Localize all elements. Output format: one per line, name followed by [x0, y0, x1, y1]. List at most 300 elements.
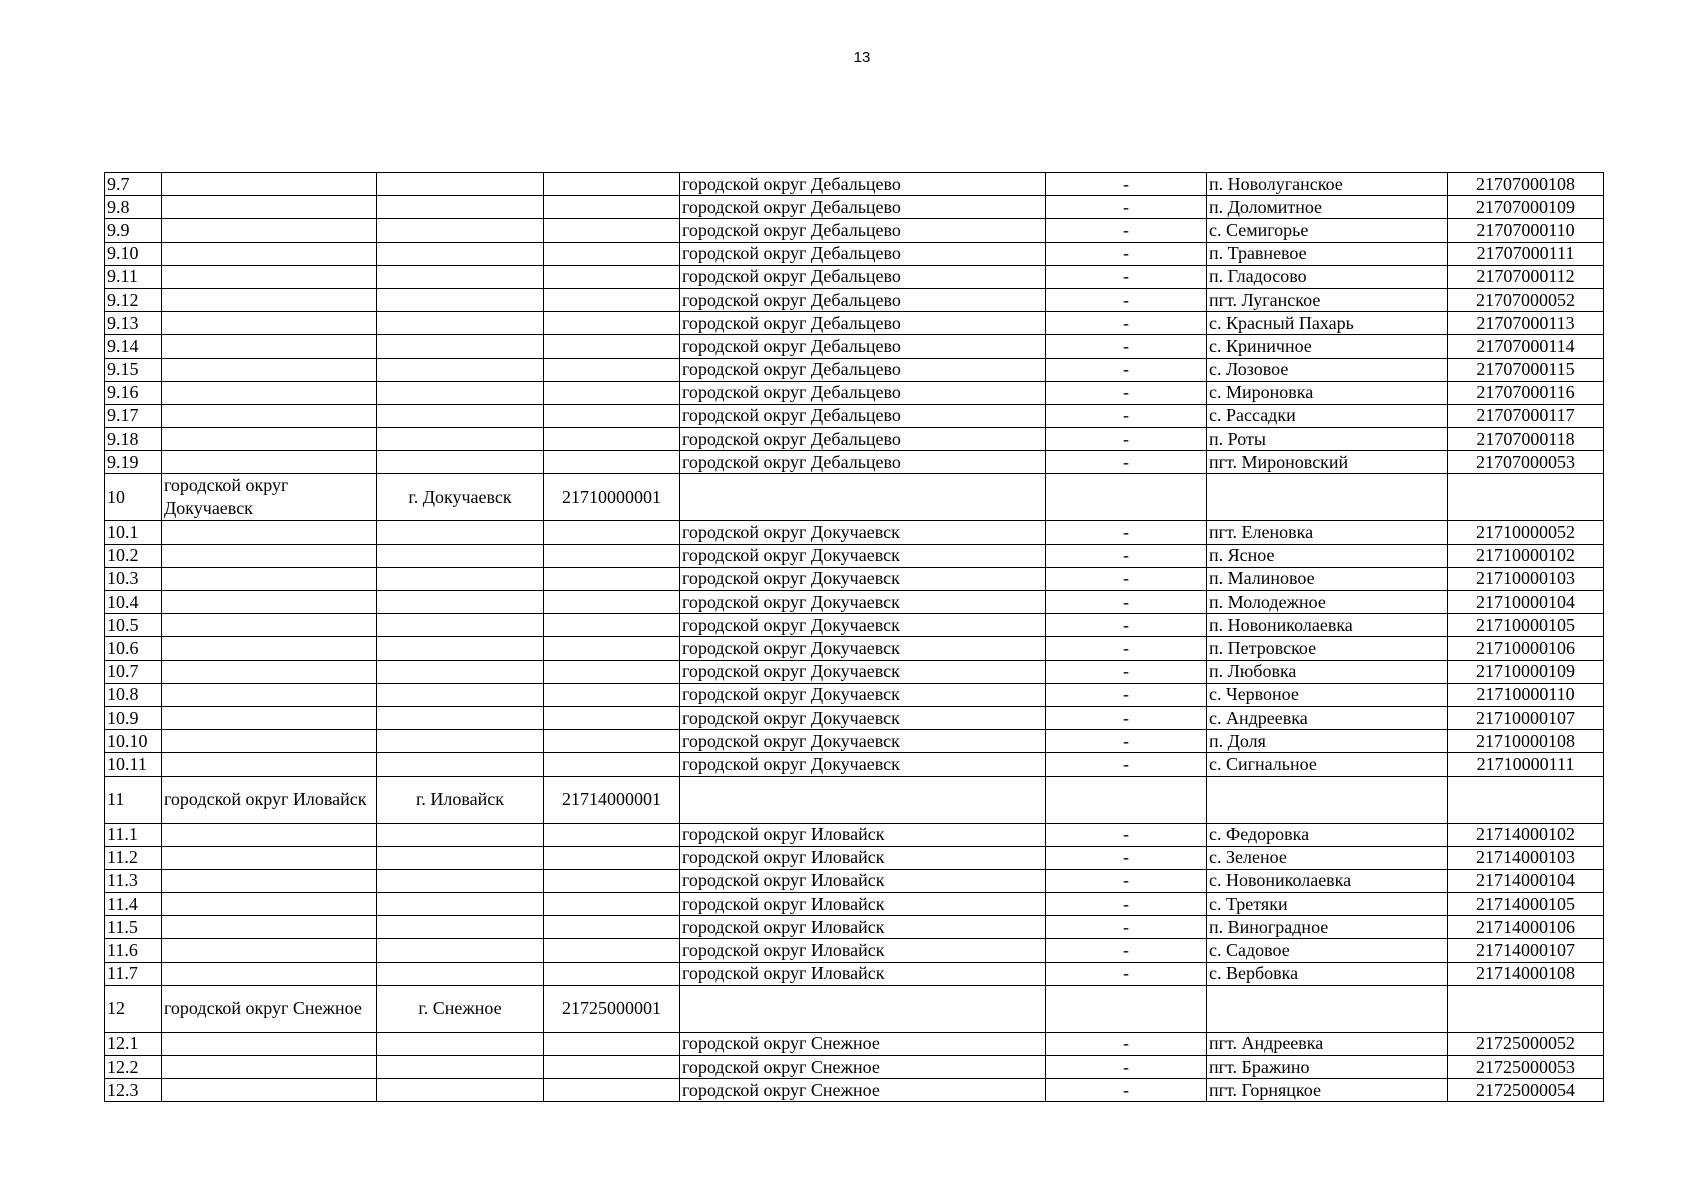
cell-admin-center: [377, 869, 544, 892]
cell-dash: -: [1046, 637, 1207, 660]
cell-admin-center: [377, 1079, 544, 1102]
cell-center-code: [544, 567, 680, 590]
cell-dash: -: [1046, 521, 1207, 544]
cell-district: городской округ Докучаевск: [680, 614, 1046, 637]
cell-center-code: [544, 288, 680, 311]
cell-center-code: [544, 544, 680, 567]
cell-district: городской округ Снежное: [680, 1056, 1046, 1079]
cell-number: 10.9: [105, 706, 162, 729]
cell-admin-center: [377, 219, 544, 242]
cell-number: 9.10: [105, 242, 162, 265]
cell-admin-center: [377, 451, 544, 474]
cell-locality: пгт. Горняцкое: [1207, 1079, 1448, 1102]
cell-number: 10.5: [105, 614, 162, 637]
table-row: [105, 939, 1604, 962]
cell-dash: -: [1046, 451, 1207, 474]
cell-dash: -: [1046, 1032, 1207, 1055]
cell-admin-center: [377, 544, 544, 567]
cell-locality-code: 21710000052: [1448, 521, 1604, 544]
cell-admin-center: [377, 893, 544, 916]
cell-locality: п. Роты: [1207, 428, 1448, 451]
cell-district: городской округ Докучаевск: [680, 706, 1046, 729]
cell-locality-code: [1448, 776, 1604, 823]
cell-municipality-name: [162, 451, 377, 474]
cell-locality-code: 21707000110: [1448, 219, 1604, 242]
cell-locality-code: 21707000109: [1448, 196, 1604, 219]
cell-center-code: 21725000001: [544, 985, 680, 1032]
cell-dash: -: [1046, 428, 1207, 451]
cell-dash: -: [1046, 706, 1207, 729]
cell-district: городской округ Иловайск: [680, 823, 1046, 846]
cell-locality: п. Виноградное: [1207, 916, 1448, 939]
table-row: [105, 404, 1604, 427]
cell-number: 9.17: [105, 404, 162, 427]
cell-municipality-name: [162, 591, 377, 614]
cell-dash: -: [1046, 1056, 1207, 1079]
cell-center-code: [544, 404, 680, 427]
cell-locality-code: 21725000052: [1448, 1032, 1604, 1055]
cell-locality: с. Криничное: [1207, 335, 1448, 358]
cell-municipality-name: [162, 846, 377, 869]
cell-center-code: [544, 358, 680, 381]
cell-district: городской округ Докучаевск: [680, 521, 1046, 544]
table-row: [105, 683, 1604, 706]
cell-number: 10.8: [105, 683, 162, 706]
cell-municipality-name: [162, 753, 377, 776]
cell-locality: пгт. Бражино: [1207, 1056, 1448, 1079]
cell-locality-code: [1448, 474, 1604, 521]
table-row: [105, 335, 1604, 358]
cell-number: 12: [105, 985, 162, 1032]
cell-locality: п. Новониколаевка: [1207, 614, 1448, 637]
table-row: [105, 591, 1604, 614]
cell-locality: с. Лозовое: [1207, 358, 1448, 381]
cell-municipality-name: [162, 358, 377, 381]
table-row: [105, 173, 1604, 196]
cell-center-code: [544, 660, 680, 683]
cell-municipality-name: [162, 1079, 377, 1102]
cell-locality-code: 21707000113: [1448, 312, 1604, 335]
cell-district: городской округ Дебальцево: [680, 242, 1046, 265]
cell-locality-code: 21707000053: [1448, 451, 1604, 474]
cell-center-code: 21714000001: [544, 776, 680, 823]
cell-district: [680, 474, 1046, 521]
cell-locality-code: 21725000053: [1448, 1056, 1604, 1079]
table-row: [105, 753, 1604, 776]
cell-locality: с. Рассадки: [1207, 404, 1448, 427]
cell-district: городской округ Дебальцево: [680, 358, 1046, 381]
cell-district: городской округ Иловайск: [680, 846, 1046, 869]
cell-dash: -: [1046, 730, 1207, 753]
table-body: [105, 173, 1604, 1102]
cell-municipality-name: [162, 544, 377, 567]
cell-center-code: [544, 428, 680, 451]
cell-municipality-name: [162, 962, 377, 985]
cell-district: городской округ Иловайск: [680, 962, 1046, 985]
cell-dash: -: [1046, 869, 1207, 892]
table-group-row: [105, 474, 1604, 521]
cell-locality: с. Зеленое: [1207, 846, 1448, 869]
cell-dash: [1046, 776, 1207, 823]
cell-district: городской округ Дебальцево: [680, 335, 1046, 358]
cell-admin-center: [377, 521, 544, 544]
cell-admin-center: [377, 196, 544, 219]
cell-center-code: [544, 312, 680, 335]
cell-district: городской округ Дебальцево: [680, 265, 1046, 288]
cell-number: 9.9: [105, 219, 162, 242]
cell-locality-code: 21710000109: [1448, 660, 1604, 683]
cell-admin-center: [377, 846, 544, 869]
cell-dash: -: [1046, 404, 1207, 427]
cell-center-code: [544, 591, 680, 614]
table-row: [105, 823, 1604, 846]
table-row: [105, 358, 1604, 381]
cell-district: городской округ Докучаевск: [680, 567, 1046, 590]
cell-number: 10.10: [105, 730, 162, 753]
cell-center-code: [544, 916, 680, 939]
cell-district: городской округ Докучаевск: [680, 660, 1046, 683]
cell-number: 10.6: [105, 637, 162, 660]
cell-number: 9.18: [105, 428, 162, 451]
cell-number: 9.11: [105, 265, 162, 288]
cell-district: городской округ Дебальцево: [680, 428, 1046, 451]
cell-admin-center: г. Снежное: [377, 985, 544, 1032]
cell-admin-center: [377, 637, 544, 660]
cell-district: городской округ Снежное: [680, 1079, 1046, 1102]
cell-locality-code: 21714000104: [1448, 869, 1604, 892]
cell-number: 11.2: [105, 846, 162, 869]
cell-center-code: [544, 265, 680, 288]
cell-admin-center: [377, 404, 544, 427]
cell-locality: с. Красный Пахарь: [1207, 312, 1448, 335]
cell-number: 12.2: [105, 1056, 162, 1079]
cell-locality-code: 21714000106: [1448, 916, 1604, 939]
table-row: [105, 869, 1604, 892]
cell-center-code: [544, 614, 680, 637]
cell-locality: с. Федоровка: [1207, 823, 1448, 846]
cell-locality-code: 21710000106: [1448, 637, 1604, 660]
cell-district: городской округ Дебальцево: [680, 173, 1046, 196]
cell-municipality-name: [162, 521, 377, 544]
cell-locality: п. Травневое: [1207, 242, 1448, 265]
cell-dash: -: [1046, 591, 1207, 614]
table-row: [105, 242, 1604, 265]
cell-locality: пгт. Еленовка: [1207, 521, 1448, 544]
cell-district: городской округ Дебальцево: [680, 288, 1046, 311]
cell-center-code: [544, 196, 680, 219]
cell-number: 11.3: [105, 869, 162, 892]
cell-district: городской округ Дебальцево: [680, 312, 1046, 335]
table-row: [105, 660, 1604, 683]
cell-locality: пгт. Луганское: [1207, 288, 1448, 311]
cell-district: городской округ Дебальцево: [680, 219, 1046, 242]
table-row: [105, 219, 1604, 242]
cell-locality-code: 21707000115: [1448, 358, 1604, 381]
table-group-row: [105, 776, 1604, 823]
table-row: [105, 288, 1604, 311]
cell-locality-code: 21710000110: [1448, 683, 1604, 706]
cell-locality-code: 21707000108: [1448, 173, 1604, 196]
table-row: [105, 1079, 1604, 1102]
cell-district: городской округ Докучаевск: [680, 591, 1046, 614]
cell-locality: п. Доля: [1207, 730, 1448, 753]
cell-admin-center: [377, 265, 544, 288]
cell-municipality-name: [162, 939, 377, 962]
cell-locality-code: 21707000114: [1448, 335, 1604, 358]
cell-admin-center: [377, 614, 544, 637]
cell-municipality-name: [162, 404, 377, 427]
cell-municipality-name: [162, 660, 377, 683]
cell-center-code: [544, 753, 680, 776]
cell-dash: -: [1046, 823, 1207, 846]
cell-number: 11.1: [105, 823, 162, 846]
table-row: [105, 265, 1604, 288]
cell-dash: -: [1046, 288, 1207, 311]
cell-number: 11.4: [105, 893, 162, 916]
cell-admin-center: [377, 242, 544, 265]
cell-district: городской округ Снежное: [680, 1032, 1046, 1055]
cell-locality-code: 21710000102: [1448, 544, 1604, 567]
cell-number: 9.16: [105, 381, 162, 404]
cell-dash: [1046, 474, 1207, 521]
cell-district: городской округ Докучаевск: [680, 753, 1046, 776]
cell-municipality-name: [162, 916, 377, 939]
cell-locality: пгт. Андреевка: [1207, 1032, 1448, 1055]
cell-locality-code: 21710000103: [1448, 567, 1604, 590]
table-row: [105, 381, 1604, 404]
cell-center-code: [544, 683, 680, 706]
cell-center-code: [544, 1056, 680, 1079]
cell-municipality-name: [162, 683, 377, 706]
cell-district: городской округ Иловайск: [680, 916, 1046, 939]
cell-locality-code: 21714000103: [1448, 846, 1604, 869]
cell-number: 12.3: [105, 1079, 162, 1102]
cell-center-code: [544, 335, 680, 358]
cell-locality-code: 21714000105: [1448, 893, 1604, 916]
cell-municipality-name: [162, 381, 377, 404]
cell-municipality-name: [162, 706, 377, 729]
cell-locality: п. Любовка: [1207, 660, 1448, 683]
cell-center-code: [544, 1079, 680, 1102]
cell-center-code: 21710000001: [544, 474, 680, 521]
cell-admin-center: [377, 706, 544, 729]
cell-district: городской округ Дебальцево: [680, 381, 1046, 404]
cell-center-code: [544, 730, 680, 753]
cell-municipality-name: [162, 1032, 377, 1055]
cell-district: [680, 776, 1046, 823]
cell-locality: п. Ясное: [1207, 544, 1448, 567]
cell-locality-code: 21714000107: [1448, 939, 1604, 962]
cell-locality: п. Малиновое: [1207, 567, 1448, 590]
table-row: [105, 706, 1604, 729]
cell-locality-code: 21707000112: [1448, 265, 1604, 288]
cell-dash: -: [1046, 683, 1207, 706]
cell-number: 9.8: [105, 196, 162, 219]
cell-dash: -: [1046, 219, 1207, 242]
cell-locality: с. Семигорье: [1207, 219, 1448, 242]
table-row: [105, 637, 1604, 660]
cell-municipality-name: городской округ Докучаевск: [162, 474, 377, 521]
cell-locality-code: 21710000105: [1448, 614, 1604, 637]
cell-municipality-name: [162, 219, 377, 242]
cell-municipality-name: [162, 335, 377, 358]
cell-number: 12.1: [105, 1032, 162, 1055]
cell-locality-code: 21707000116: [1448, 381, 1604, 404]
cell-admin-center: [377, 591, 544, 614]
cell-locality: с. Андреевка: [1207, 706, 1448, 729]
cell-admin-center: [377, 916, 544, 939]
cell-municipality-name: [162, 288, 377, 311]
cell-locality: п. Петровское: [1207, 637, 1448, 660]
cell-dash: -: [1046, 312, 1207, 335]
cell-district: [680, 985, 1046, 1032]
cell-locality: п. Гладосово: [1207, 265, 1448, 288]
cell-locality: п. Молодежное: [1207, 591, 1448, 614]
cell-admin-center: г. Докучаевск: [377, 474, 544, 521]
cell-center-code: [544, 242, 680, 265]
cell-locality-code: 21707000111: [1448, 242, 1604, 265]
cell-dash: -: [1046, 544, 1207, 567]
cell-locality-code: 21707000117: [1448, 404, 1604, 427]
cell-dash: [1046, 985, 1207, 1032]
cell-locality-code: 21725000054: [1448, 1079, 1604, 1102]
table-row: [105, 846, 1604, 869]
cell-locality: с. Третяки: [1207, 893, 1448, 916]
cell-municipality-name: [162, 312, 377, 335]
cell-locality-code: 21714000108: [1448, 962, 1604, 985]
cell-locality: с. Сигнальное: [1207, 753, 1448, 776]
cell-district: городской округ Дебальцево: [680, 404, 1046, 427]
cell-district: городской округ Докучаевск: [680, 683, 1046, 706]
cell-dash: -: [1046, 265, 1207, 288]
cell-locality: [1207, 985, 1448, 1032]
cell-center-code: [544, 521, 680, 544]
cell-number: 10.1: [105, 521, 162, 544]
cell-locality: с. Вербовка: [1207, 962, 1448, 985]
cell-admin-center: [377, 312, 544, 335]
cell-number: 11.6: [105, 939, 162, 962]
page-number: 13: [853, 49, 871, 66]
table-row: [105, 1032, 1604, 1055]
cell-number: 9.12: [105, 288, 162, 311]
cell-locality-code: 21710000107: [1448, 706, 1604, 729]
table-group-row: [105, 985, 1604, 1032]
cell-admin-center: [377, 962, 544, 985]
cell-admin-center: [377, 683, 544, 706]
cell-center-code: [544, 823, 680, 846]
cell-admin-center: [377, 1056, 544, 1079]
cell-center-code: [544, 869, 680, 892]
cell-dash: -: [1046, 1079, 1207, 1102]
cell-district: городской округ Иловайск: [680, 869, 1046, 892]
cell-dash: -: [1046, 196, 1207, 219]
cell-district: городской округ Докучаевск: [680, 544, 1046, 567]
cell-municipality-name: [162, 823, 377, 846]
cell-dash: -: [1046, 753, 1207, 776]
cell-number: 10.11: [105, 753, 162, 776]
cell-number: 9.19: [105, 451, 162, 474]
cell-admin-center: [377, 288, 544, 311]
cell-district: городской округ Иловайск: [680, 893, 1046, 916]
table-row: [105, 614, 1604, 637]
cell-admin-center: [377, 173, 544, 196]
cell-center-code: [544, 637, 680, 660]
cell-admin-center: [377, 567, 544, 590]
table-row: [105, 916, 1604, 939]
cell-locality: пгт. Мироновский: [1207, 451, 1448, 474]
cell-district: городской округ Докучаевск: [680, 730, 1046, 753]
cell-number: 10.3: [105, 567, 162, 590]
table-row: [105, 196, 1604, 219]
cell-locality: [1207, 474, 1448, 521]
cell-municipality-name: [162, 869, 377, 892]
table-row: [105, 893, 1604, 916]
cell-municipality-name: [162, 614, 377, 637]
table-row: [105, 567, 1604, 590]
cell-dash: -: [1046, 358, 1207, 381]
cell-locality-code: 21707000052: [1448, 288, 1604, 311]
cell-center-code: [544, 962, 680, 985]
cell-admin-center: [377, 358, 544, 381]
cell-number: 9.7: [105, 173, 162, 196]
cell-center-code: [544, 893, 680, 916]
cell-number: 10.7: [105, 660, 162, 683]
cell-locality: с. Мироновка: [1207, 381, 1448, 404]
cell-center-code: [544, 381, 680, 404]
cell-center-code: [544, 219, 680, 242]
cell-number: 11: [105, 776, 162, 823]
cell-dash: -: [1046, 962, 1207, 985]
cell-municipality-name: [162, 428, 377, 451]
cell-district: городской округ Докучаевск: [680, 637, 1046, 660]
cell-number: 10: [105, 474, 162, 521]
cell-center-code: [544, 846, 680, 869]
table-row: [105, 730, 1604, 753]
cell-locality-code: 21707000118: [1448, 428, 1604, 451]
table-row: [105, 1056, 1604, 1079]
cell-dash: -: [1046, 335, 1207, 358]
cell-locality-code: 21710000111: [1448, 753, 1604, 776]
cell-dash: -: [1046, 916, 1207, 939]
cell-locality: п. Доломитное: [1207, 196, 1448, 219]
cell-center-code: [544, 1032, 680, 1055]
cell-dash: -: [1046, 381, 1207, 404]
cell-dash: -: [1046, 939, 1207, 962]
cell-number: 9.13: [105, 312, 162, 335]
cell-locality: с. Садовое: [1207, 939, 1448, 962]
cell-dash: -: [1046, 893, 1207, 916]
cell-municipality-name: [162, 730, 377, 753]
cell-dash: -: [1046, 567, 1207, 590]
cell-dash: -: [1046, 846, 1207, 869]
cell-dash: -: [1046, 660, 1207, 683]
cell-district: городской округ Дебальцево: [680, 451, 1046, 474]
cell-locality-code: [1448, 985, 1604, 1032]
table-row: [105, 521, 1604, 544]
cell-admin-center: г. Иловайск: [377, 776, 544, 823]
cell-district: городской округ Иловайск: [680, 939, 1046, 962]
cell-municipality-name: [162, 242, 377, 265]
cell-municipality-name: городской округ Снежное: [162, 985, 377, 1032]
cell-admin-center: [377, 939, 544, 962]
cell-dash: -: [1046, 173, 1207, 196]
cell-number: 9.14: [105, 335, 162, 358]
cell-municipality-name: [162, 1056, 377, 1079]
table-row: [105, 312, 1604, 335]
cell-center-code: [544, 939, 680, 962]
cell-admin-center: [377, 823, 544, 846]
cell-number: 10.2: [105, 544, 162, 567]
